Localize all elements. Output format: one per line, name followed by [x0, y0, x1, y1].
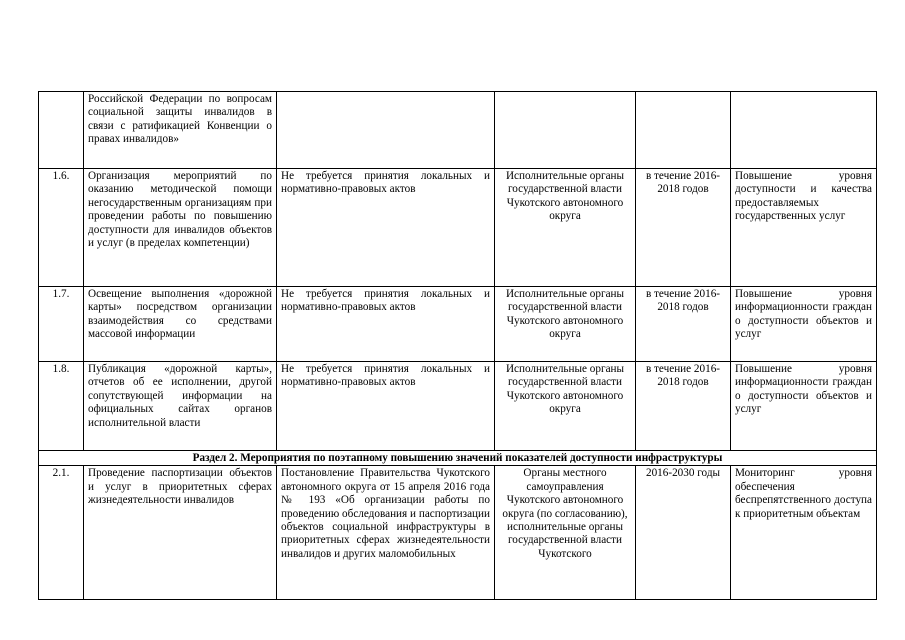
- section-header-row: [39, 451, 877, 466]
- cell-act: [277, 92, 495, 169]
- cell-executor: Исполнительные органы государственной власти Чукотского автономного округа: [495, 287, 636, 362]
- cell-result: [731, 92, 877, 169]
- cell-term: в течение 2016-2018 годов: [636, 362, 731, 451]
- cell-act: Не требуется принятия локальных и нормативно-правовых актов: [277, 362, 495, 451]
- table-row-1-8: [39, 362, 877, 451]
- cell-act: Не требуется принятия локальных и нормативно-правовых актов: [277, 287, 495, 362]
- cell-num: 1.7.: [39, 287, 84, 362]
- cell-result: Повышение уровня информационности граждан о доступности объектов и услуг: [731, 362, 877, 451]
- cell-name: Освещение выполнения «дорожной карты» посредством организации взаимодействия со средствами массовой информации: [84, 287, 277, 362]
- cell-executor: Органы местного самоуправления Чукотского автономного округа (по согласованию), исполнительные органы государственной власти Чукотского: [495, 466, 636, 600]
- cell-executor: [495, 92, 636, 169]
- cell-result: Повышение уровня доступности и качества предоставляемых государственных услуг: [731, 169, 877, 287]
- table-row-2-1: [39, 466, 877, 600]
- cell-term: 2016-2030 годы: [636, 466, 731, 600]
- cell-result: Мониторинг уровня обеспечения беспрепятственного доступа к приоритетным объектам: [731, 466, 877, 600]
- measures-table: [38, 91, 877, 600]
- cell-act: Постановление Правительства Чукотского автономного округа от 15 апреля 2016 года № 193 «Об организации работы по проведению обследования и паспортизации объектов социальной инфраструктуры в приоритетных сферах жизнедеятельности инвалидов и других маломобильных: [277, 466, 495, 600]
- table-row-1-6: [39, 169, 877, 287]
- cell-executor: Исполнительные органы государственной власти Чукотского автономного округа: [495, 169, 636, 287]
- cell-executor: Исполнительные органы государственной власти Чукотского автономного округа: [495, 362, 636, 451]
- cell-num: 1.6.: [39, 169, 84, 287]
- cell-name: Организация мероприятий по оказанию методической помощи негосударственным организациям при проведении работы по повышению доступности для инвалидов объектов и услуг (в пределах компетенции): [84, 169, 277, 287]
- table-row-continuation: [39, 92, 877, 169]
- cell-num: [39, 92, 84, 169]
- cell-term: в течение 2016-2018 годов: [636, 169, 731, 287]
- table-row-1-7: [39, 287, 877, 362]
- cell-result: Повышение уровня информационности граждан о доступности объектов и услуг: [731, 287, 877, 362]
- cell-name: Российской Федерации по вопросам социальной защиты инвалидов в связи с ратификацией Конвенции о правах инвалидов»: [84, 92, 277, 169]
- section-2-title: Раздел 2. Мероприятия по поэтапному повышению значений показателей доступности инфраструктуры: [39, 451, 877, 466]
- cell-name: Публикация «дорожной карты», отчетов об ее исполнении, другой сопутствующей информации на официальных сайтах органов исполнительной власти: [84, 362, 277, 451]
- cell-num: 1.8.: [39, 362, 84, 451]
- cell-num: 2.1.: [39, 466, 84, 600]
- cell-term: в течение 2016-2018 годов: [636, 287, 731, 362]
- cell-name: Проведение паспортизации объектов и услуг в приоритетных сферах жизнедеятельности инвалидов: [84, 466, 277, 600]
- cell-term: [636, 92, 731, 169]
- cell-act: Не требуется принятия локальных и нормативно-правовых актов: [277, 169, 495, 287]
